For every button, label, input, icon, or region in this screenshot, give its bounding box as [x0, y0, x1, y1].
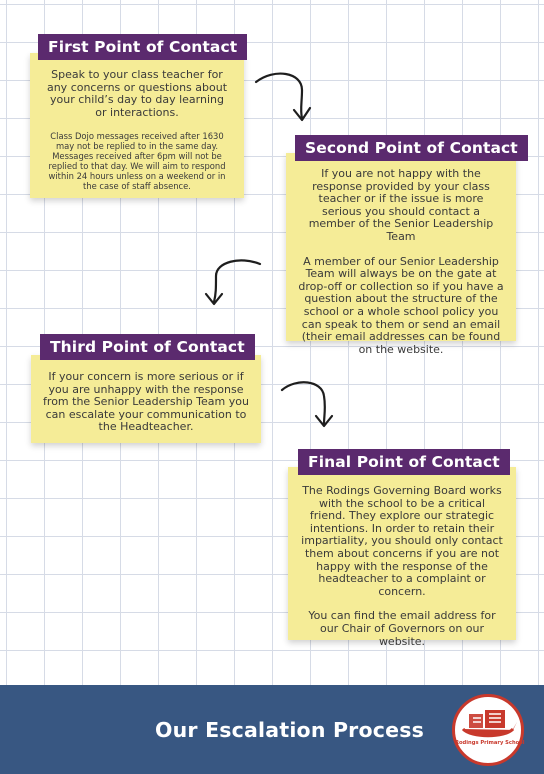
final-contact-title: Final Point of Contact: [298, 449, 510, 475]
second-contact-text: If you are not happy with the response provided by your class teacher or if the issue is more serious you should contact a member of the Senior Leadership Team: [308, 167, 494, 243]
third-contact-text: If your concern is more serious or if you are unhappy with the response from the Senior Leadership Team you can escalate your communication to the Headteacher.: [43, 370, 249, 434]
viking-ship-logo: [455, 700, 521, 742]
first-contact-dojo-note: Class Dojo messages received after 1630 may not be replied to in the same day. Messages received after 6pm will not be replied to that day. We will aim to respond within 24 hours unless on a weekend or in the case of staff absence.: [48, 131, 226, 192]
second-contact-slt-info: A member of our Senior Leadership Team will always be on the gate at drop-off or collection so if you have a question about the structure of the school or a whole school policy you can speak to them or send an email (their email addresses can be found on the website.: [298, 254, 504, 356]
second-contact-title: Second Point of Contact: [295, 135, 528, 161]
first-contact-title: First Point of Contact: [38, 34, 247, 60]
curved-arrow-icon: [196, 258, 268, 310]
school-logo-text: Rodings Primary School: [455, 740, 525, 746]
curved-arrow-icon: [250, 68, 322, 128]
curved-arrow-icon: [276, 376, 340, 434]
final-contact-email-info: You can find the email address for our Chair of Governors on our website.: [308, 609, 496, 648]
final-contact-note: [288, 467, 516, 648]
footer-title: Our Escalation Process: [155, 718, 425, 742]
third-contact-title: Third Point of Contact: [40, 334, 255, 360]
second-contact-note: [286, 153, 516, 356]
final-contact-text: The Rodings Governing Board works with the school to be a critical friend. They explore our strategic intentions. In order to retain their impartiality, you should only contact them about concerns if you are not happy with the response of the headteacher to a complaint or concern.: [301, 484, 503, 598]
first-contact-text: Speak to your class teacher for any concerns or questions about your child’s day to day learning or interactions.: [46, 68, 228, 119]
first-contact-note: [30, 53, 244, 198]
third-contact-note: [31, 355, 261, 443]
school-logo: [452, 694, 524, 766]
